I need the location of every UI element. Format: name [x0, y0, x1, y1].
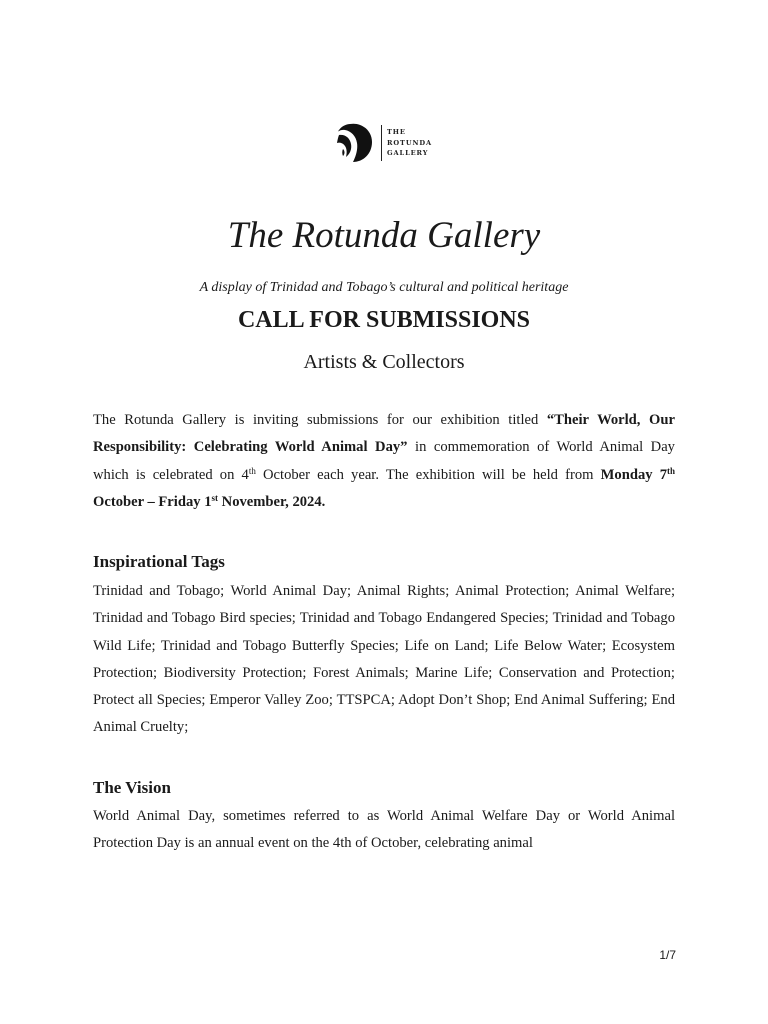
- logo-line-2: ROTUNDA: [387, 138, 433, 147]
- vision-paragraph: World Animal Day, sometimes referred to as World Animal Welfare Day or World Animal Protection Day is an annual event on the 4th of October, celebrating animal: [93, 808, 675, 852]
- page-number: 1/7: [659, 948, 676, 962]
- audience-heading: Artists & Collectors: [303, 351, 465, 373]
- tags-heading: Inspirational Tags: [93, 552, 225, 571]
- ordinal-suffix: st: [211, 492, 218, 503]
- call-heading: CALL FOR SUBMISSIONS: [237, 307, 531, 333]
- date-start-b: October – Friday 1: [93, 493, 212, 510]
- logo-wordmark: [387, 127, 432, 159]
- rotunda-logo-icon: [336, 122, 374, 164]
- vision-heading: The Vision: [93, 778, 171, 797]
- logo-divider: [381, 125, 382, 161]
- gallery-logo: [336, 122, 432, 164]
- ordinal-suffix: th: [667, 465, 676, 476]
- intro-text-1: The Rotunda Gallery is inviting submissions for our exhibition titled: [93, 412, 547, 428]
- logo-line-1: THE: [387, 128, 406, 137]
- exhibition-title: “Their World, Our Responsibility: Celebrating World Animal Day”: [93, 412, 675, 456]
- tags-paragraph: Trinidad and Tobago; World Animal Day; Animal Rights; Animal Protection; Animal Welfare; Trinidad and Tobago Bird species; Trinidad and Tobago Endangered Species; Trinidad and Tobago Wild Life; Trinidad and Tobago Butterfly Species; Life on Land; Life Below Water; Ecosystem Protection; Biodiversity Protection; Forest Animals; Marine Life; Conservation and Protection; Protect all Species; Emperor Valley Zoo; TTSPCA; Adopt Don’t Shop; End Animal Suffering; End Animal Cruelty;: [93, 583, 675, 736]
- intro-paragraph: [93, 407, 675, 516]
- page-subtitle: A display of Trinidad and Tobago’s cultural and political heritage: [199, 280, 569, 295]
- date-end: November, 2024.: [218, 493, 326, 510]
- intro-text-2: in commemoration of World Animal Day which is celebrated on 4: [93, 439, 675, 483]
- date-start-a: Monday 7: [600, 466, 667, 483]
- page-title: The Rotunda Gallery: [227, 215, 541, 256]
- logo-line-3: GALLERY: [387, 149, 429, 158]
- ordinal-suffix: th: [248, 465, 256, 476]
- intro-text-3: October each year. The exhibition will be held from: [255, 466, 601, 483]
